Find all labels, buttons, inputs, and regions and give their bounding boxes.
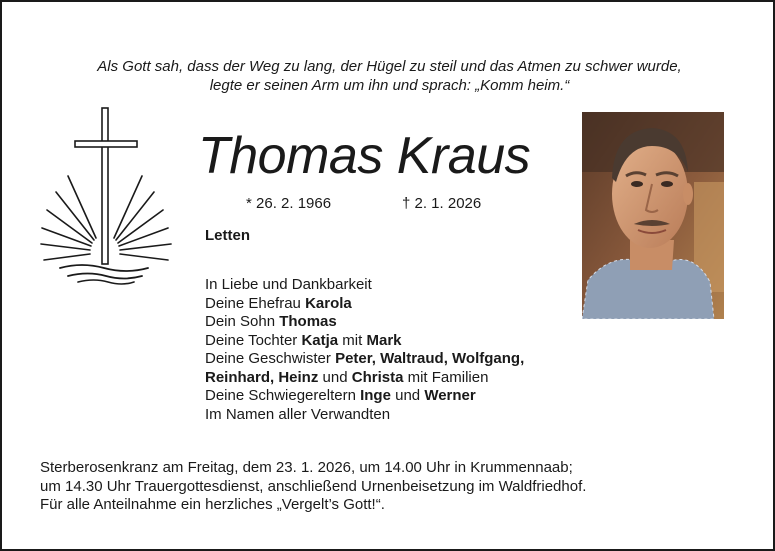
portrait-illustration: [582, 112, 724, 319]
mourners-relatives: Im Namen aller Verwandten: [205, 405, 391, 423]
service-details: [40, 459, 586, 515]
siblings-suffix: mit Familien: [403, 368, 489, 386]
service-line-3: Für alle Anteilnahme ein herzliches „Vergelt’s Gott!“.: [40, 496, 385, 513]
portrait-photo: [582, 112, 724, 319]
son-name: Thomas: [279, 313, 337, 330]
birth-date: * 26. 2. 1966: [246, 195, 332, 212]
quote-line-1: Als Gott sah, dass der Weg zu lang, der Hügel zu steil und das Atmen zu schwer wurde,: [97, 58, 682, 75]
inlaws-name-1: Inge: [360, 387, 391, 404]
inlaws-name-2: Werner: [424, 387, 476, 404]
mourners-list: [205, 276, 524, 424]
siblings-names-3: Christa: [351, 368, 404, 386]
mourner-daughter: [205, 332, 524, 351]
deceased-name: Thomas Kraus: [198, 127, 531, 185]
quote-line-2: legte er seinen Arm um ihn und sprach: „Komm heim.“: [209, 77, 570, 94]
daughter-partner-name: Mark: [366, 331, 402, 349]
cross-emblem-icon: [38, 106, 174, 286]
siblings-names-1: Peter, Waltraud, Wolfgang,: [335, 350, 525, 367]
siblings-connector: und: [318, 368, 352, 386]
mourner-inlaws: [205, 387, 524, 406]
son-label: Dein Sohn: [205, 313, 280, 330]
mourner-siblings-cont: [205, 369, 524, 388]
inlaws-label: Deine Schwiegereltern: [205, 387, 361, 404]
daughter-label: Deine Tochter: [205, 331, 302, 349]
service-line-2: um 14.30 Uhr Trauergottesdienst, anschließend Urnenbeisetzung im Waldfriedhof.: [40, 477, 587, 495]
wife-name: Karola: [305, 294, 352, 312]
daughter-connector: mit: [338, 331, 367, 349]
death-date: † 2. 1. 2026: [402, 195, 482, 212]
siblings-names-2: Reinhard, Heinz: [205, 368, 319, 386]
daughter-name: Katja: [301, 331, 339, 349]
mourner-siblings: [205, 350, 524, 369]
memorial-quote: [22, 57, 757, 95]
siblings-label: Deine Geschwister: [205, 350, 336, 367]
wife-label: Deine Ehefrau: [205, 294, 306, 312]
mourner-son: [205, 313, 524, 332]
inlaws-connector: und: [390, 387, 425, 404]
service-line-1: Sterberosenkranz am Freitag, dem 23. 1. 2026, um 14.00 Uhr in Krummennaab;: [40, 459, 573, 476]
life-dates: [246, 195, 482, 213]
mourners-intro: In Liebe und Dankbarkeit: [205, 276, 372, 293]
residence: Letten: [205, 227, 250, 244]
mourner-wife: [205, 295, 524, 314]
